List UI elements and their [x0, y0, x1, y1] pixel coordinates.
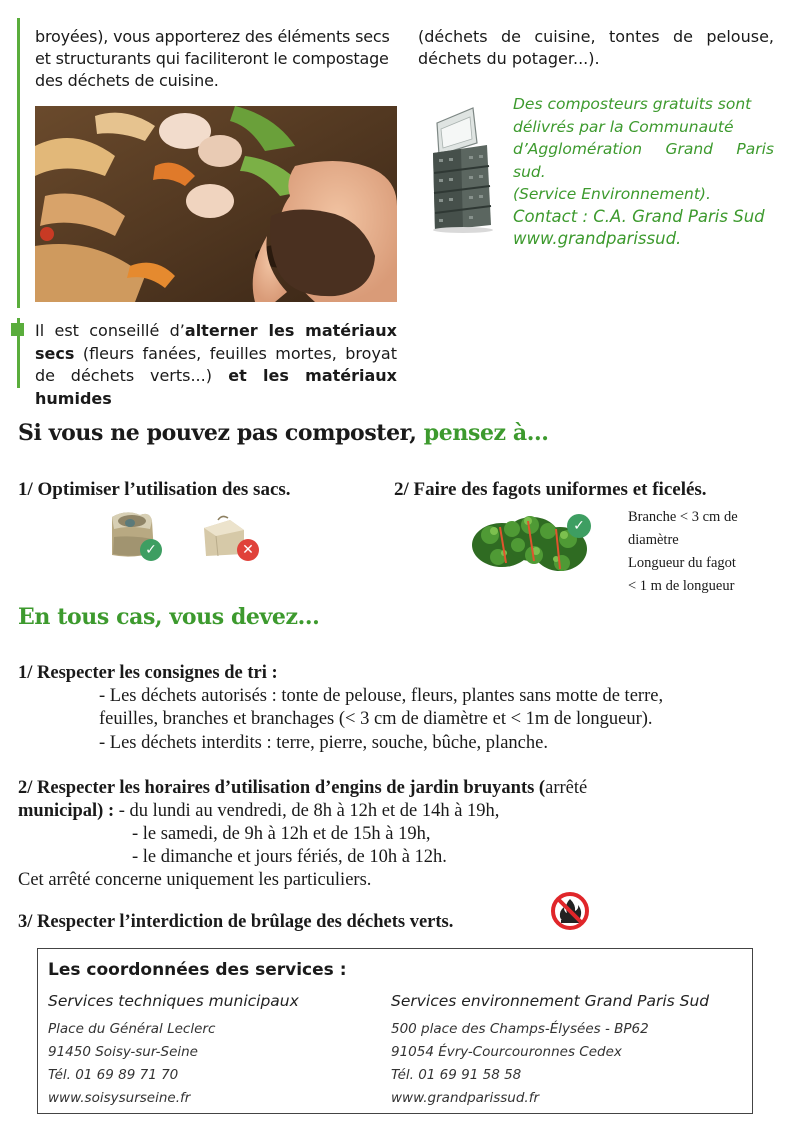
heading-green-part: pensez à...	[423, 420, 549, 446]
address-line: Place du Général Leclerc	[48, 1021, 216, 1037]
rule-1-line: - Les déchets interdits : terre, pierre, souche, bûche, planche.	[99, 733, 548, 753]
section-heading-alternatives	[18, 420, 549, 446]
intro-paragraph	[35, 26, 397, 92]
rejected-cross-icon: ✕	[237, 539, 259, 561]
phone-line: Tél. 01 69 89 71 70	[48, 1067, 179, 1083]
fagot-requirement-line: Longueur du fagot	[628, 555, 736, 571]
website-link[interactable]: www.grandparissud.fr	[391, 1090, 539, 1106]
promo-line: délivrés par la Communauté	[513, 117, 734, 136]
tip-text: Il est conseillé d’	[35, 321, 185, 340]
alternative-1-title: 1/ Optimiser l’utilisation des sacs.	[18, 479, 291, 500]
environment-service-name: Services environnement Grand Paris Sud	[391, 992, 710, 1010]
rule-3-title: 3/ Respecter l’interdiction de brûlage des déchets verts.	[18, 912, 454, 932]
phone-line: Tél. 01 69 91 58 58	[391, 1067, 522, 1083]
rule-1-line: feuilles, branches et branchages (< 3 cm de diamètre et < 1m de longueur).	[99, 709, 653, 729]
website-link[interactable]: www.soisysurseine.fr	[48, 1090, 191, 1106]
fagot-requirements	[628, 506, 738, 598]
promo-link[interactable]: www.grandparissud.	[513, 229, 682, 248]
alternative-2-title: 2/ Faire des fagots uniformes et ficelés.	[394, 479, 707, 500]
city-line: 91054 Évry-Courcouronnes Cedex	[391, 1044, 622, 1060]
intro-line: des déchets de cuisine.	[35, 71, 219, 90]
promo-contact: Contact : C.A. Grand Paris Sud	[513, 206, 765, 226]
heading-dark-part: Si vous ne pouvez pas composter	[18, 420, 410, 446]
rule-2-title-bold: 2/ Respecter les horaires d’utilisation d’engins de jardin bruyants (	[18, 778, 546, 798]
municipal-service-name: Services techniques municipaux	[48, 992, 299, 1010]
no-burning-icon	[550, 891, 590, 931]
section-heading-obligations: En tous cas, vous devez...	[18, 604, 320, 630]
contacts-title: Les coordonnées des services :	[48, 960, 347, 980]
tip-paragraph	[35, 320, 397, 410]
city-line: 91450 Soisy-sur-Seine	[48, 1044, 198, 1060]
rule-2-schedule-weekdays	[18, 800, 499, 823]
rule-1-line: - Les déchets autorisés : tonte de pelouse, fleurs, plantes sans motte de terre,	[99, 686, 664, 706]
rule-2-note: Cet arrêté concerne uniquement les particuliers.	[18, 870, 372, 890]
left-accent-bar	[17, 18, 20, 308]
compost-hands-photo	[35, 106, 397, 302]
tip-text: (fleurs fanées, feuilles mortes, broyat de déchets verts...)	[35, 343, 397, 385]
intro-line: broyées), vous apporterez des éléments secs	[35, 27, 390, 46]
tip-emphasis: et les matériaux humides	[35, 366, 397, 408]
promo-line: Des composteurs gratuits sont	[513, 95, 752, 113]
approved-check-icon: ✓	[140, 539, 162, 561]
bullet-square-icon	[11, 323, 24, 336]
fagot-requirement-line: Branche < 3 cm de	[628, 509, 738, 525]
rule-1-title: 1/ Respecter les consignes de tri :	[18, 663, 278, 683]
address-line: 500 place des Champs-Élysées - BP62	[391, 1021, 649, 1037]
heading-separator: ,	[409, 420, 424, 446]
rule-2-title	[18, 777, 587, 800]
fagot-requirement-line: diamètre	[628, 532, 679, 548]
approved-check-icon: ✓	[567, 514, 591, 538]
schedule-line-saturday: - le samedi, de 9h à 12h et de 15h à 19h,	[132, 824, 431, 844]
schedule-line: - du lundi au vendredi, de 8h à 12h et de 14h à 19h,	[118, 801, 500, 821]
free-composter-notice	[513, 93, 774, 251]
rule-2-title-tail: arrêté	[545, 778, 588, 798]
promo-line: (Service Environnement).	[513, 185, 711, 203]
tip-emphasis: alterner les matériaux secs	[35, 321, 398, 363]
promo-line: d’Agglomération Grand Paris sud.	[513, 140, 774, 181]
fagot-requirement-line: < 1 m de longueur	[628, 578, 735, 594]
municipal-service-details	[48, 1018, 215, 1110]
composter-bin-image	[425, 103, 505, 233]
rule-2-label: municipal) :	[18, 801, 119, 821]
environment-service-details	[391, 1018, 649, 1110]
right-paragraph: (déchets de cuisine, tontes de pelouse, déchets du potager...).	[418, 27, 774, 68]
schedule-line-sunday: - le dimanche et jours fériés, de 10h à 12h.	[132, 847, 447, 867]
intro-line: et structurants qui faciliteront le compostage	[35, 49, 389, 68]
